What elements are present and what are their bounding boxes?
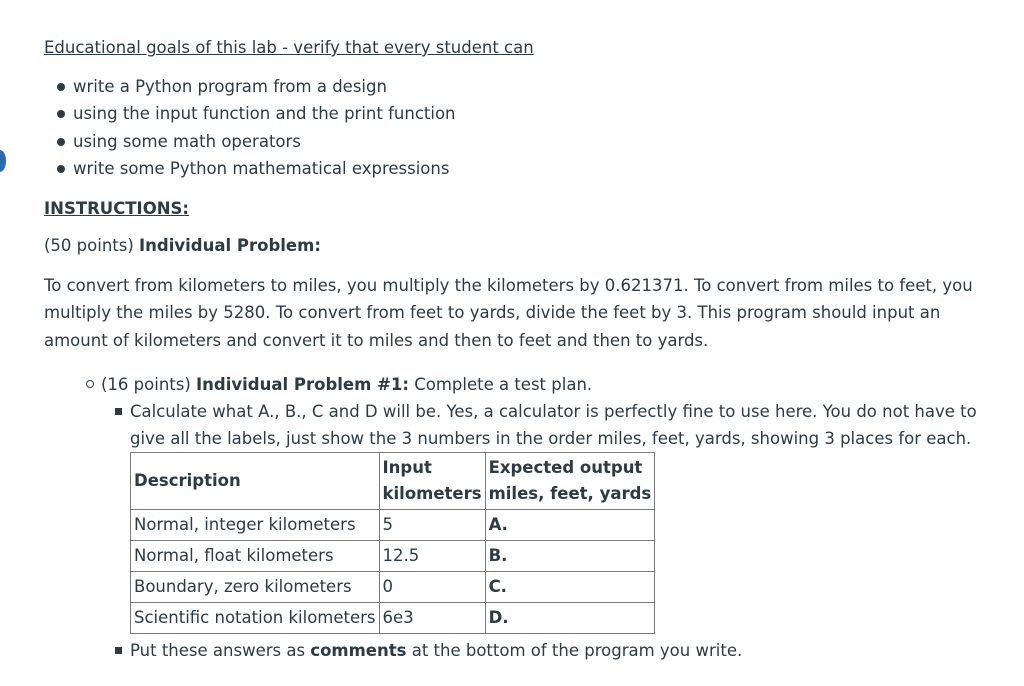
row-description: Scientific notation kilometers xyxy=(131,603,380,634)
header-input-line2: kilometers xyxy=(382,484,482,504)
problem-description: To convert from kilometers to miles, you multiply the kilometers by 0.621371. To convert from miles to feet, you multiply the miles by 5280. To convert from feet to yards, divide the feet by 3. This program should input an amount of kilometers and convert it to miles and then to feet and then to yards. xyxy=(44,276,973,350)
put-answers-item xyxy=(130,637,994,664)
row-output: B. xyxy=(485,541,655,572)
row-input: 6e3 xyxy=(379,603,485,634)
goals-heading: Educational goals of this lab - verify that every student can xyxy=(44,38,534,57)
row-output: C. xyxy=(485,572,655,603)
goal-item: using the input function and the print function xyxy=(44,100,994,127)
goal-item: write a Python program from a design xyxy=(44,73,994,100)
row-input: 12.5 xyxy=(379,541,485,572)
calc-instruction: Calculate what A., B., C and D will be. Yes, a calculator is perfectly fine to use here. You do not have to give all the labels, just show the 3 numbers in the order miles, feet, yards, showing 3 places for each. xyxy=(130,402,977,449)
row-output: D. xyxy=(485,603,655,634)
row-input: 5 xyxy=(379,510,485,541)
square-bullet-icon xyxy=(115,408,122,415)
table-row xyxy=(131,572,655,603)
put-answers-before: Put these answers as xyxy=(130,641,306,661)
row-description: Normal, float kilometers xyxy=(131,541,380,572)
subproblem-item xyxy=(101,371,994,398)
calc-instruction-item xyxy=(130,398,994,452)
row-description: Normal, integer kilometers xyxy=(131,510,380,541)
problem-points: (50 points) xyxy=(44,236,134,256)
instructions-heading: INSTRUCTIONS: xyxy=(44,199,190,219)
subproblem-text: Complete a test plan. xyxy=(414,375,593,395)
put-answers-after: at the bottom of the program you write. xyxy=(411,641,743,661)
header-output xyxy=(485,453,655,510)
header-output-line2: miles, feet, yards xyxy=(488,484,652,504)
table-header-row xyxy=(131,453,655,510)
header-input-line1: Input xyxy=(382,458,432,478)
subproblem-points: (16 points) xyxy=(101,375,191,395)
header-description: Description xyxy=(131,453,380,510)
assignment-content xyxy=(44,36,994,664)
square-bullet-icon xyxy=(115,647,122,654)
test-plan-table xyxy=(130,452,655,634)
row-description: Boundary, zero kilometers xyxy=(131,572,380,603)
row-output: A. xyxy=(485,510,655,541)
problem-heading xyxy=(44,236,994,255)
problem-title: Individual Problem: xyxy=(139,236,321,256)
header-input xyxy=(379,453,485,510)
goal-item: using some math operators xyxy=(44,128,994,155)
subproblem-title: Individual Problem #1: xyxy=(196,375,409,395)
page-edge-marker xyxy=(0,150,6,172)
header-output-line1: Expected output xyxy=(488,458,643,478)
put-answers-bold: comments xyxy=(310,641,407,661)
goals-list xyxy=(44,73,994,182)
goal-item: write some Python mathematical expressions xyxy=(44,155,994,182)
row-input: 0 xyxy=(379,572,485,603)
hollow-bullet-icon xyxy=(86,380,94,388)
table-row xyxy=(131,603,655,634)
table-row xyxy=(131,510,655,541)
table-row xyxy=(131,541,655,572)
